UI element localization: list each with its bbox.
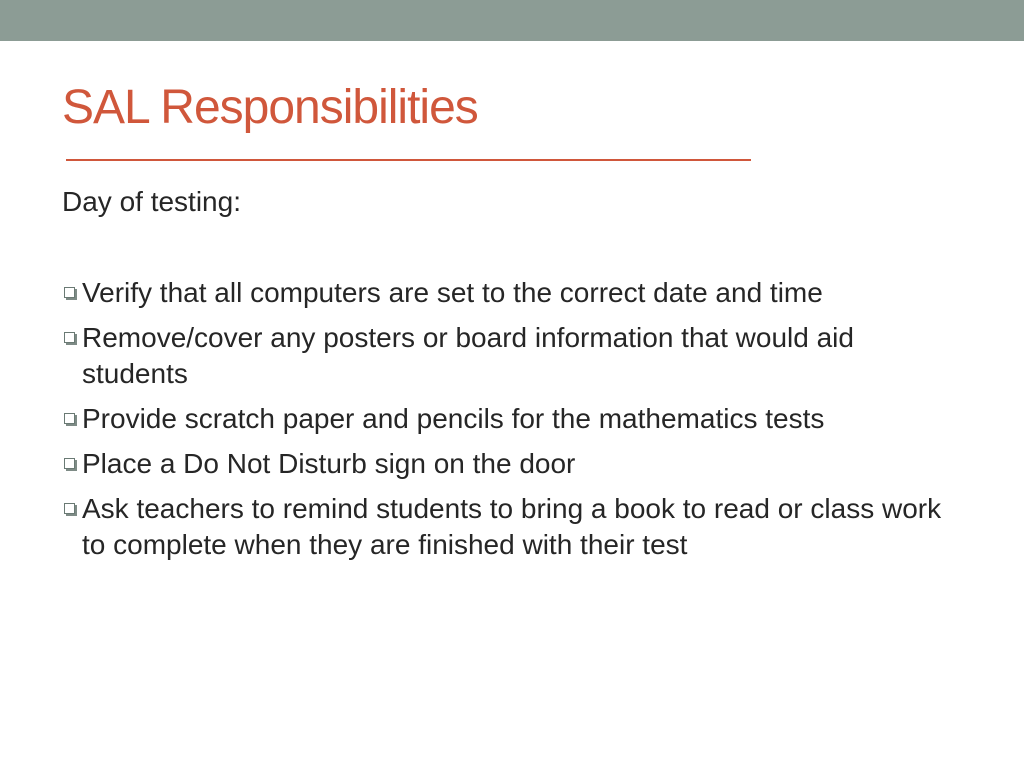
hollow-square-bullet-icon (64, 332, 75, 343)
bullet-text: Verify that all computers are set to the correct date and time (82, 277, 823, 308)
hollow-square-bullet-icon (64, 503, 75, 514)
hollow-square-bullet-icon (64, 413, 75, 424)
bullet-item (62, 491, 942, 563)
hollow-square-bullet-icon (64, 458, 75, 469)
bullet-text: Place a Do Not Disturb sign on the door (82, 448, 576, 479)
title-underline (66, 159, 751, 161)
top-banner (0, 0, 1024, 41)
hollow-square-bullet-icon (64, 287, 75, 298)
bullet-item (62, 320, 942, 392)
bullet-text: Provide scratch paper and pencils for the mathematics tests (82, 403, 825, 434)
bullet-list (62, 275, 942, 572)
bullet-text: Remove/cover any posters or board information that would aid students (82, 322, 854, 389)
bullet-item (62, 446, 942, 482)
slide-title: SAL Responsibilities (62, 81, 478, 134)
bullet-text: Ask teachers to remind students to bring a book to read or class work to complete when they are finished with their test (82, 493, 942, 560)
bullet-item (62, 401, 942, 437)
intro-text: Day of testing: (62, 186, 241, 217)
bullet-item (62, 275, 942, 311)
